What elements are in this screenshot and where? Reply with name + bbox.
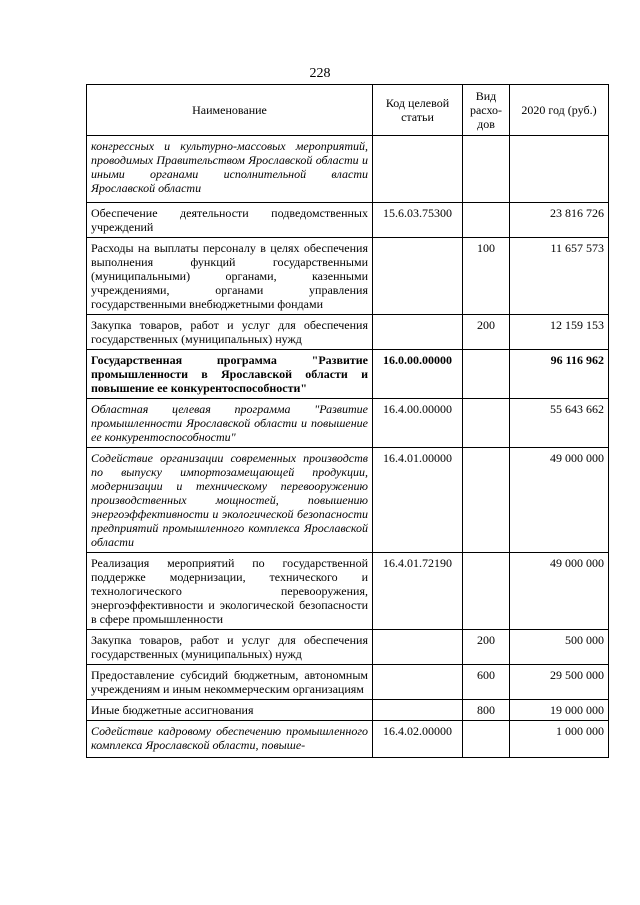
- row-name: Областная целевая программа "Развитие промышленности Ярославской области и повышение ее конкурентоспособности": [87, 399, 373, 448]
- row-type: 100: [463, 238, 510, 315]
- table-row: [87, 721, 609, 758]
- row-type: [463, 553, 510, 630]
- row-type: 800: [463, 700, 510, 721]
- row-name: Закупка товаров, работ и услуг для обеспечения государственных (муниципальных) нужд: [87, 630, 373, 665]
- row-code: [373, 136, 463, 203]
- row-type: 200: [463, 315, 510, 350]
- row-sum: 29 500 000: [510, 665, 609, 700]
- row-code: 16.4.02.00000: [373, 721, 463, 758]
- row-name: Расходы на выплаты персоналу в целях обеспечения выполнения функций государственными (муниципальными) органами, казенными учреждениями, органами управления государственными внебюджетными фондами: [87, 238, 373, 315]
- table-header-row: [87, 85, 609, 136]
- row-type: [463, 399, 510, 448]
- table-row: [87, 350, 609, 399]
- row-type: [463, 136, 510, 203]
- row-code: 16.4.00.00000: [373, 399, 463, 448]
- row-sum: 1 000 000: [510, 721, 609, 758]
- row-sum: [510, 136, 609, 203]
- row-name: Государственная программа "Развитие промышленности в Ярославской области и повышение ее конкурентоспособности": [87, 350, 373, 399]
- header-sum: 2020 год (руб.): [510, 85, 609, 136]
- row-code: [373, 315, 463, 350]
- row-sum: 12 159 153: [510, 315, 609, 350]
- row-name: Закупка товаров, работ и услуг для обеспечения государственных (муниципальных) нужд: [87, 315, 373, 350]
- row-code: 15.6.03.75300: [373, 203, 463, 238]
- row-name: конгрессных и культурно-массовых мероприятий, проводимых Правительством Ярославской области и иными органами исполнительной власти Ярославской области: [87, 136, 373, 203]
- row-sum: 55 643 662: [510, 399, 609, 448]
- row-sum: 96 116 962: [510, 350, 609, 399]
- row-code: [373, 665, 463, 700]
- row-name: Предоставление субсидий бюджетным, автономным учреждениям и иным некоммерческим организациям: [87, 665, 373, 700]
- row-sum: 49 000 000: [510, 553, 609, 630]
- row-name: Иные бюджетные ассигнования: [87, 700, 373, 721]
- row-name: Реализация мероприятий по государственной поддержке модернизации, технического и технологического перевооружения, энергоэффективности и экологической безопасности в сфере промышленности: [87, 553, 373, 630]
- table-row: [87, 315, 609, 350]
- table-row: [87, 448, 609, 553]
- row-type: 200: [463, 630, 510, 665]
- row-name: Обеспечение деятельности подведомственных учреждений: [87, 203, 373, 238]
- page-number: 228: [309, 66, 331, 81]
- row-sum: 23 816 726: [510, 203, 609, 238]
- row-type: [463, 448, 510, 553]
- budget-table: [86, 84, 609, 758]
- row-code: 16.4.01.00000: [373, 448, 463, 553]
- row-name: Содействие кадровому обеспечению промышленного комплекса Ярославской области, повыше-: [87, 721, 373, 758]
- row-type: [463, 350, 510, 399]
- row-code: [373, 238, 463, 315]
- row-sum: 19 000 000: [510, 700, 609, 721]
- table-row: [87, 700, 609, 721]
- row-type: 600: [463, 665, 510, 700]
- row-code: 16.4.01.72190: [373, 553, 463, 630]
- row-sum: 11 657 573: [510, 238, 609, 315]
- row-name: Содействие организации современных производств по выпуску импортозамещающей продукции, модернизации и техническому перевооружению производственных мощностей, повышению энергоэффективности и экологической безопасности предприятий промышленного комплекса Ярославской области: [87, 448, 373, 553]
- header-type: Вид расхо-дов: [463, 85, 510, 136]
- row-type: [463, 721, 510, 758]
- table-row: [87, 136, 609, 203]
- table-row: [87, 553, 609, 630]
- row-sum: 500 000: [510, 630, 609, 665]
- table-row: [87, 238, 609, 315]
- table-row: [87, 665, 609, 700]
- row-code: [373, 630, 463, 665]
- table-row: [87, 203, 609, 238]
- header-name: Наименование: [87, 85, 373, 136]
- row-sum: 49 000 000: [510, 448, 609, 553]
- row-code: [373, 700, 463, 721]
- table-row: [87, 399, 609, 448]
- row-type: [463, 203, 510, 238]
- table-row: [87, 630, 609, 665]
- row-code: 16.0.00.00000: [373, 350, 463, 399]
- header-code: Код целевой статьи: [373, 85, 463, 136]
